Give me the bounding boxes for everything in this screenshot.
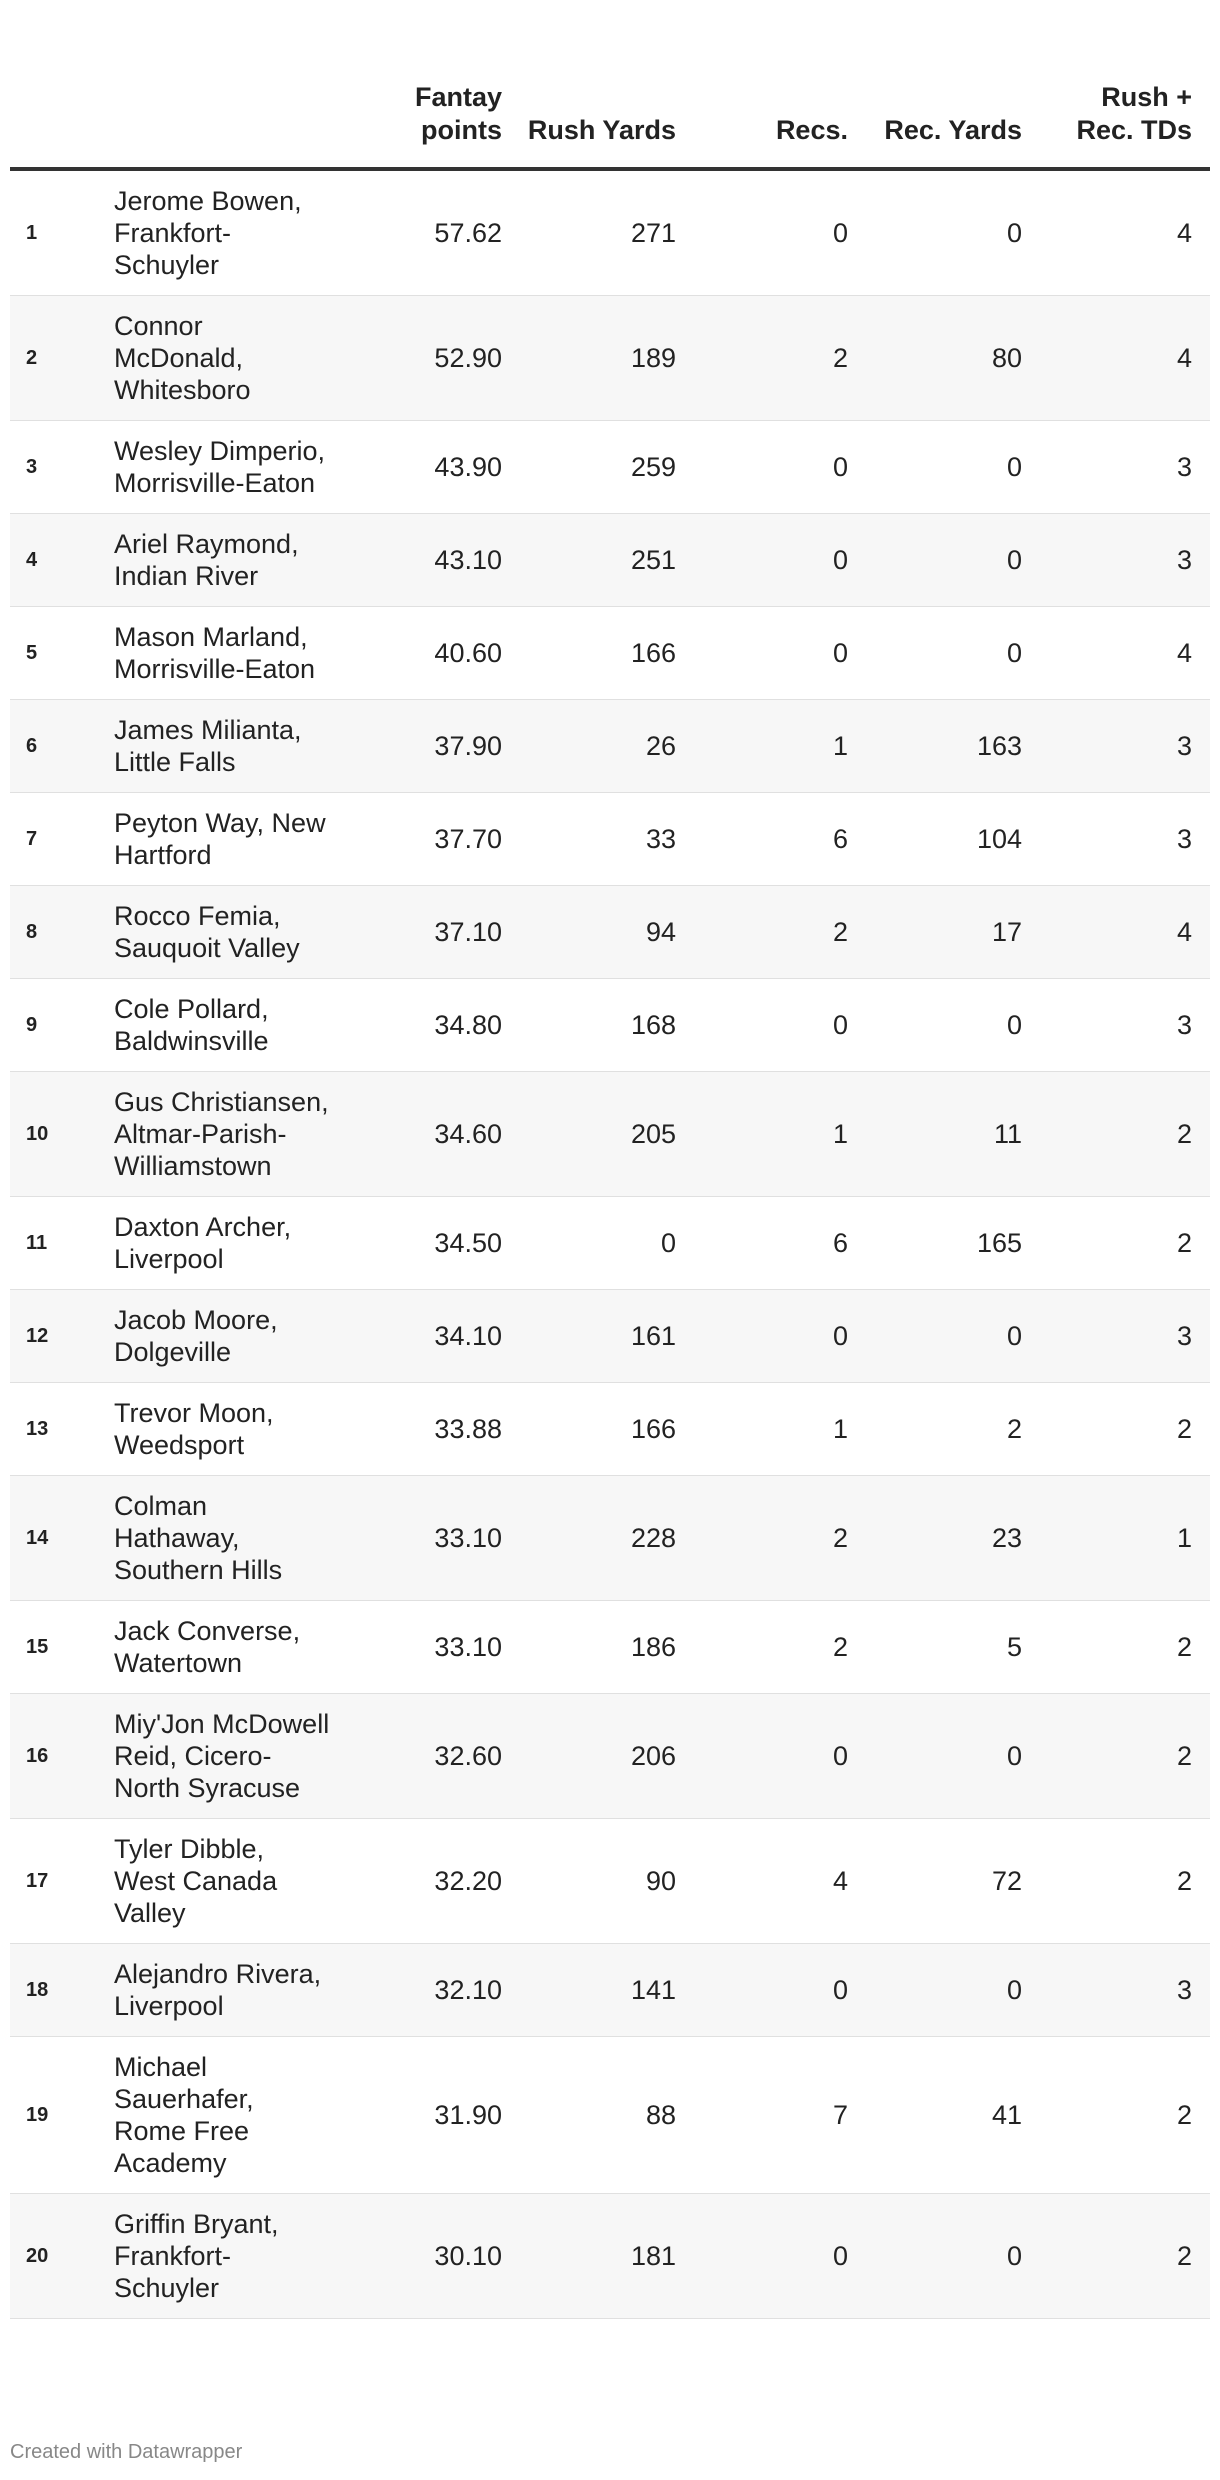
table-row <box>10 296 1210 421</box>
rec-yards-cell: 0 <box>866 607 1040 700</box>
recs-cell: 4 <box>694 1819 866 1944</box>
fantasy-points-cell: 52.90 <box>330 296 520 421</box>
rec-yards-cell: 165 <box>866 1197 1040 1290</box>
table-row <box>10 793 1210 886</box>
player-cell: Cole Pollard, Baldwinsville <box>114 979 330 1072</box>
table-row <box>10 700 1210 793</box>
recs-cell: 0 <box>694 421 866 514</box>
rec-yards-cell: 17 <box>866 886 1040 979</box>
tds-cell: 1 <box>1040 1476 1210 1601</box>
rank-cell: 13 <box>10 1383 114 1476</box>
table-row <box>10 607 1210 700</box>
fantasy-points-cell: 37.70 <box>330 793 520 886</box>
table-row <box>10 886 1210 979</box>
recs-cell: 2 <box>694 1476 866 1601</box>
rank-cell: 15 <box>10 1601 114 1694</box>
fantasy-points-cell: 33.10 <box>330 1601 520 1694</box>
tds-cell: 4 <box>1040 607 1210 700</box>
fantasy-points-cell: 57.62 <box>330 169 520 296</box>
table-row <box>10 169 1210 296</box>
tds-cell: 2 <box>1040 1383 1210 1476</box>
rank-cell: 6 <box>10 700 114 793</box>
tds-cell: 4 <box>1040 296 1210 421</box>
player-cell: Jacob Moore, Dolgeville <box>114 1290 330 1383</box>
tds-cell: 3 <box>1040 514 1210 607</box>
tds-cell: 2 <box>1040 2194 1210 2319</box>
column-header-rush-yards[interactable]: Rush Yards <box>520 0 694 169</box>
table-row <box>10 1601 1210 1694</box>
rec-yards-cell: 2 <box>866 1383 1040 1476</box>
tds-cell: 2 <box>1040 1601 1210 1694</box>
table-row <box>10 979 1210 1072</box>
rec-yards-cell: 0 <box>866 979 1040 1072</box>
recs-cell: 2 <box>694 296 866 421</box>
rec-yards-cell: 0 <box>866 169 1040 296</box>
fantasy-points-cell: 31.90 <box>330 2037 520 2194</box>
player-cell: Michael Sauerhafer, Rome Free Academy <box>114 2037 330 2194</box>
table-row <box>10 1944 1210 2037</box>
table-row <box>10 1819 1210 1944</box>
rec-yards-cell: 0 <box>866 1944 1040 2037</box>
player-cell: Tyler Dibble, West Canada Valley <box>114 1819 330 1944</box>
fantasy-points-cell: 33.88 <box>330 1383 520 1476</box>
recs-cell: 0 <box>694 1944 866 2037</box>
fantasy-stats-table <box>10 0 1210 2319</box>
table-row <box>10 1476 1210 1601</box>
rec-yards-cell: 0 <box>866 2194 1040 2319</box>
player-cell: Ariel Raymond, Indian River <box>114 514 330 607</box>
column-header-fantasy-points[interactable]: Fantay points <box>330 0 520 169</box>
table-row <box>10 1694 1210 1819</box>
rank-cell: 14 <box>10 1476 114 1601</box>
rush-yards-cell: 0 <box>520 1197 694 1290</box>
rank-cell: 10 <box>10 1072 114 1197</box>
rec-yards-cell: 0 <box>866 1290 1040 1383</box>
player-cell: Miy'Jon McDowell Reid, Cicero-North Syracuse <box>114 1694 330 1819</box>
recs-cell: 2 <box>694 1601 866 1694</box>
table-row <box>10 1072 1210 1197</box>
fantasy-points-cell: 34.80 <box>330 979 520 1072</box>
rec-yards-cell: 23 <box>866 1476 1040 1601</box>
column-header-rec-yards[interactable]: Rec. Yards <box>866 0 1040 169</box>
fantasy-points-cell: 33.10 <box>330 1476 520 1601</box>
fantasy-points-cell: 30.10 <box>330 2194 520 2319</box>
rank-cell: 9 <box>10 979 114 1072</box>
rec-yards-cell: 72 <box>866 1819 1040 1944</box>
recs-cell: 1 <box>694 700 866 793</box>
tds-cell: 4 <box>1040 886 1210 979</box>
rank-cell: 5 <box>10 607 114 700</box>
rush-yards-cell: 88 <box>520 2037 694 2194</box>
rank-cell: 3 <box>10 421 114 514</box>
recs-cell: 2 <box>694 886 866 979</box>
tds-cell: 3 <box>1040 979 1210 1072</box>
rush-yards-cell: 90 <box>520 1819 694 1944</box>
rank-cell: 1 <box>10 169 114 296</box>
table-row <box>10 1290 1210 1383</box>
table-body <box>10 169 1210 2319</box>
recs-cell: 1 <box>694 1383 866 1476</box>
rec-yards-cell: 80 <box>866 296 1040 421</box>
rec-yards-cell: 0 <box>866 514 1040 607</box>
fantasy-points-cell: 40.60 <box>330 607 520 700</box>
recs-cell: 0 <box>694 2194 866 2319</box>
rank-cell: 12 <box>10 1290 114 1383</box>
rec-yards-cell: 104 <box>866 793 1040 886</box>
recs-cell: 0 <box>694 1694 866 1819</box>
rush-yards-cell: 94 <box>520 886 694 979</box>
rush-yards-cell: 26 <box>520 700 694 793</box>
recs-cell: 0 <box>694 514 866 607</box>
tds-cell: 4 <box>1040 169 1210 296</box>
tds-cell: 3 <box>1040 1290 1210 1383</box>
recs-cell: 6 <box>694 1197 866 1290</box>
table-row <box>10 2037 1210 2194</box>
rush-yards-cell: 161 <box>520 1290 694 1383</box>
tds-cell: 2 <box>1040 1694 1210 1819</box>
rank-cell: 2 <box>10 296 114 421</box>
player-cell: James Milianta, Little Falls <box>114 700 330 793</box>
rush-yards-cell: 186 <box>520 1601 694 1694</box>
tds-cell: 2 <box>1040 1072 1210 1197</box>
table-row <box>10 514 1210 607</box>
recs-cell: 0 <box>694 1290 866 1383</box>
player-cell: Trevor Moon, Weedsport <box>114 1383 330 1476</box>
stats-table-container <box>10 0 1210 2319</box>
tds-cell: 3 <box>1040 700 1210 793</box>
tds-cell: 2 <box>1040 1819 1210 1944</box>
rank-cell: 16 <box>10 1694 114 1819</box>
rank-cell: 8 <box>10 886 114 979</box>
fantasy-points-cell: 34.50 <box>330 1197 520 1290</box>
recs-cell: 0 <box>694 607 866 700</box>
recs-cell: 7 <box>694 2037 866 2194</box>
rank-cell: 20 <box>10 2194 114 2319</box>
fantasy-points-cell: 43.10 <box>330 514 520 607</box>
rush-yards-cell: 206 <box>520 1694 694 1819</box>
rush-yards-cell: 166 <box>520 607 694 700</box>
recs-cell: 0 <box>694 979 866 1072</box>
fantasy-points-cell: 32.60 <box>330 1694 520 1819</box>
rush-yards-cell: 33 <box>520 793 694 886</box>
fantasy-points-cell: 43.90 <box>330 421 520 514</box>
datawrapper-credit[interactable]: Created with Datawrapper <box>10 2441 243 2463</box>
table-row <box>10 421 1210 514</box>
player-cell: Gus Christiansen, Altmar-Parish-Williamstown <box>114 1072 330 1197</box>
rank-cell: 7 <box>10 793 114 886</box>
tds-cell: 3 <box>1040 421 1210 514</box>
table-row <box>10 1197 1210 1290</box>
rec-yards-cell: 11 <box>866 1072 1040 1197</box>
rush-yards-cell: 271 <box>520 169 694 296</box>
player-cell: Peyton Way, New Hartford <box>114 793 330 886</box>
rush-yards-cell: 251 <box>520 514 694 607</box>
rank-cell: 11 <box>10 1197 114 1290</box>
rush-yards-cell: 181 <box>520 2194 694 2319</box>
player-cell: Wesley Dimperio, Morrisville-Eaton <box>114 421 330 514</box>
player-cell: Connor McDonald, Whitesboro <box>114 296 330 421</box>
rec-yards-cell: 41 <box>866 2037 1040 2194</box>
column-header-player[interactable] <box>114 0 330 169</box>
rank-cell: 19 <box>10 2037 114 2194</box>
player-cell: Mason Marland, Morrisville-Eaton <box>114 607 330 700</box>
rank-cell: 4 <box>10 514 114 607</box>
fantasy-points-cell: 32.10 <box>330 1944 520 2037</box>
tds-cell: 3 <box>1040 1944 1210 2037</box>
column-header-recs[interactable]: Recs. <box>694 0 866 169</box>
rush-yards-cell: 168 <box>520 979 694 1072</box>
tds-cell: 2 <box>1040 1197 1210 1290</box>
player-cell: Griffin Bryant, Frankfort-Schuyler <box>114 2194 330 2319</box>
player-cell: Alejandro Rivera, Liverpool <box>114 1944 330 2037</box>
table-row <box>10 2194 1210 2319</box>
recs-cell: 6 <box>694 793 866 886</box>
rec-yards-cell: 0 <box>866 1694 1040 1819</box>
rec-yards-cell: 163 <box>866 700 1040 793</box>
tds-cell: 3 <box>1040 793 1210 886</box>
tds-cell: 2 <box>1040 2037 1210 2194</box>
player-cell: Colman Hathaway, Southern Hills <box>114 1476 330 1601</box>
recs-cell: 1 <box>694 1072 866 1197</box>
rush-yards-cell: 259 <box>520 421 694 514</box>
table-row <box>10 1383 1210 1476</box>
recs-cell: 0 <box>694 169 866 296</box>
fantasy-points-cell: 37.10 <box>330 886 520 979</box>
table-header-row <box>10 0 1210 169</box>
player-cell: Daxton Archer, Liverpool <box>114 1197 330 1290</box>
column-header-rank[interactable] <box>10 0 114 169</box>
rush-yards-cell: 189 <box>520 296 694 421</box>
fantasy-points-cell: 37.90 <box>330 700 520 793</box>
rush-yards-cell: 205 <box>520 1072 694 1197</box>
player-cell: Rocco Femia, Sauquoit Valley <box>114 886 330 979</box>
rank-cell: 18 <box>10 1944 114 2037</box>
rank-cell: 17 <box>10 1819 114 1944</box>
column-header-tds[interactable]: Rush + Rec. TDs <box>1040 0 1210 169</box>
rush-yards-cell: 228 <box>520 1476 694 1601</box>
player-cell: Jerome Bowen, Frankfort-Schuyler <box>114 169 330 296</box>
rush-yards-cell: 141 <box>520 1944 694 2037</box>
player-cell: Jack Converse, Watertown <box>114 1601 330 1694</box>
rec-yards-cell: 0 <box>866 421 1040 514</box>
rec-yards-cell: 5 <box>866 1601 1040 1694</box>
rush-yards-cell: 166 <box>520 1383 694 1476</box>
fantasy-points-cell: 34.60 <box>330 1072 520 1197</box>
fantasy-points-cell: 34.10 <box>330 1290 520 1383</box>
fantasy-points-cell: 32.20 <box>330 1819 520 1944</box>
